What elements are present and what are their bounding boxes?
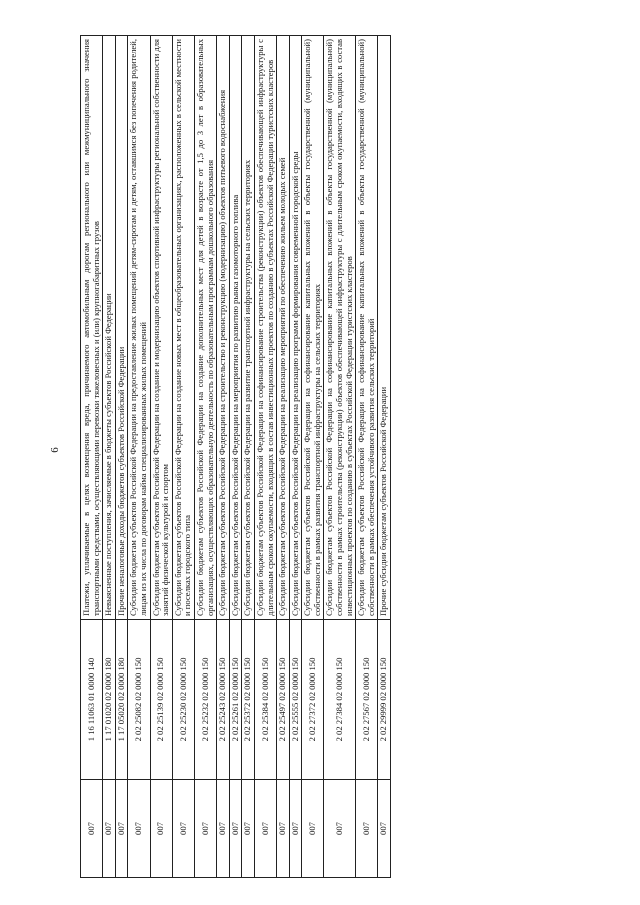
budget-code-cell: 2 02 25261 02 0000 150 [229,620,242,780]
budget-code-cell: 2 02 27372 02 0000 150 [302,620,324,780]
revenue-codes-table [80,35,391,878]
revenue-name-cell: Субсидии бюджетам субъектов Российской Федерации на софинансирование строительства (реконструкции) объектов обеспечивающей инфраструктуры с длительным сроком окупаемости, входящих в состав инвестиционных проектов по созданию в субъектах Российской Федерации туристских кластеров [254,36,276,620]
table-row [128,36,150,878]
table-row [254,36,276,878]
admin-code-cell: 007 [229,780,242,878]
admin-code-cell: 007 [277,780,290,878]
budget-code-cell: 2 02 25082 02 0000 150 [128,620,150,780]
budget-code-cell: 2 02 25555 02 0000 150 [289,620,302,780]
budget-code-cell: 2 02 25384 02 0000 150 [254,620,276,780]
admin-code-cell: 007 [128,780,150,878]
table-row [172,36,194,878]
table-row [356,36,378,878]
admin-code-cell: 007 [81,780,103,878]
table-row [81,36,103,878]
revenue-name-cell: Субсидии бюджетам субъектов Российской Федерации на создание новых мест в общеобразовательных организациях, расположенных в сельской местности и поселках городского типа [172,36,194,620]
budget-code-cell: 1 16 11063 01 0000 140 [81,620,103,780]
revenue-name-cell: Невыясненные поступления, зачисляемые в бюджеты субъектов Российской Федерации [103,36,116,620]
revenue-name-cell: Прочие субсидии бюджетам субъектов Российской Федерации [378,36,391,620]
table-row [277,36,290,878]
table-row [229,36,242,878]
budget-code-cell: 2 02 25497 02 0000 150 [277,620,290,780]
table-row [302,36,324,878]
admin-code-cell: 007 [115,780,128,878]
revenue-name-cell: Платежи, уплачиваемые в целях возмещения вреда, причиняемого автомобильным дорогам регионального или межмуниципального значения транспортными средствами, осуществляющими перевозки тяжеловесных и (или) крупногабаритных грузов [81,36,103,620]
revenue-name-cell: Субсидии бюджетам субъектов Российской Федерации на реализацию мероприятий по обеспечению жильем молодых семей [277,36,290,620]
revenue-name-cell: Субсидии бюджетам субъектов Российской Федерации на создание дополнительных мест для детей в возрасте от 1,5 до 3 лет в образовательных организациях, осуществляющих образовательную деятельность по образовательным программам дошкольного образования [194,36,216,620]
revenue-name-cell: Субсидии бюджетам субъектов Российской Федерации на реализацию программ формирования современной городской среды [289,36,302,620]
budget-code-cell: 2 02 25230 02 0000 150 [172,620,194,780]
admin-code-cell: 007 [103,780,116,878]
revenue-name-cell: Субсидии бюджетам субъектов Российской Федерации на софинансирование капитальных вложений в объекты государственной (муниципальной) собственности в рамках развития транспортной инфраструктуры на сельских территориях [302,36,324,620]
admin-code-cell: 007 [217,780,230,878]
revenue-name-cell: Прочие неналоговые доходы бюджетов субъектов Российской Федерации [115,36,128,620]
table-row [289,36,302,878]
table-row [217,36,230,878]
budget-code-cell: 2 02 25243 02 0000 150 [217,620,230,780]
admin-code-cell: 007 [356,780,378,878]
table-row [242,36,255,878]
admin-code-cell: 007 [254,780,276,878]
table-row [103,36,116,878]
revenue-name-cell: Субсидии бюджетам субъектов Российской Федерации на создание и модернизацию объектов спортивной инфраструктуры региональной собственности для занятий физической культурой и спортом [150,36,172,620]
revenue-name-cell: Субсидии бюджетам субъектов Российской Федерации на строительство и реконструкцию (модернизацию) объектов питьевого водоснабжения [217,36,230,620]
revenue-name-cell: Субсидии бюджетам субъектов Российской Федерации на софинансирование капитальных вложений в объекты государственной (муниципальной) собственности в рамках строительства (реконструкции) объектов обеспечивающей инфраструктуры с длительным сроком окупаемости, входящих в состав инвестиционных проектов по созданию в субъектах Российской Федерации туристских кластеров [324,36,356,620]
revenue-name-cell: Субсидии бюджетам субъектов Российской Федерации на развитие транспортной инфраструктуры на сельских территориях [242,36,255,620]
admin-code-cell: 007 [378,780,391,878]
admin-code-cell: 007 [172,780,194,878]
budget-code-cell: 2 02 27567 02 0000 150 [356,620,378,780]
admin-code-cell: 007 [150,780,172,878]
admin-code-cell: 007 [289,780,302,878]
budget-code-cell: 2 02 25232 02 0000 150 [194,620,216,780]
budget-code-cell: 1 17 01020 02 0000 180 [103,620,116,780]
revenue-name-cell: Субсидии бюджетам субъектов Российской Федерации на предоставление жилых помещений детям-сиротам и детям, оставшимся без попечения родителей, лицам из их числа по договорам найма специализированных жилых помещений [128,36,150,620]
revenue-name-cell: Субсидии бюджетам субъектов Российской Федерации на мероприятия по развитию рынка газомоторного топлива [229,36,242,620]
table-row [324,36,356,878]
budget-code-cell: 1 17 05020 02 0000 180 [115,620,128,780]
table-row [150,36,172,878]
admin-code-cell: 007 [302,780,324,878]
budget-code-cell: 2 02 29999 02 0000 150 [378,620,391,780]
page-number: 6 [49,447,61,453]
table-row [115,36,128,878]
budget-code-cell: 2 02 27384 02 0000 150 [324,620,356,780]
budget-code-cell: 2 02 25372 02 0000 150 [242,620,255,780]
revenue-name-cell: Субсидии бюджетам субъектов Российской Федерации на софинансирование капитальных вложений в объекты государственной (муниципальной) собственности в рамках обеспечения устойчивого развития сельских территорий [356,36,378,620]
rotated-page-content [80,36,565,878]
budget-code-cell: 2 02 25139 02 0000 150 [150,620,172,780]
table-row [378,36,391,878]
admin-code-cell: 007 [324,780,356,878]
table-row [194,36,216,878]
admin-code-cell: 007 [242,780,255,878]
admin-code-cell: 007 [194,780,216,878]
